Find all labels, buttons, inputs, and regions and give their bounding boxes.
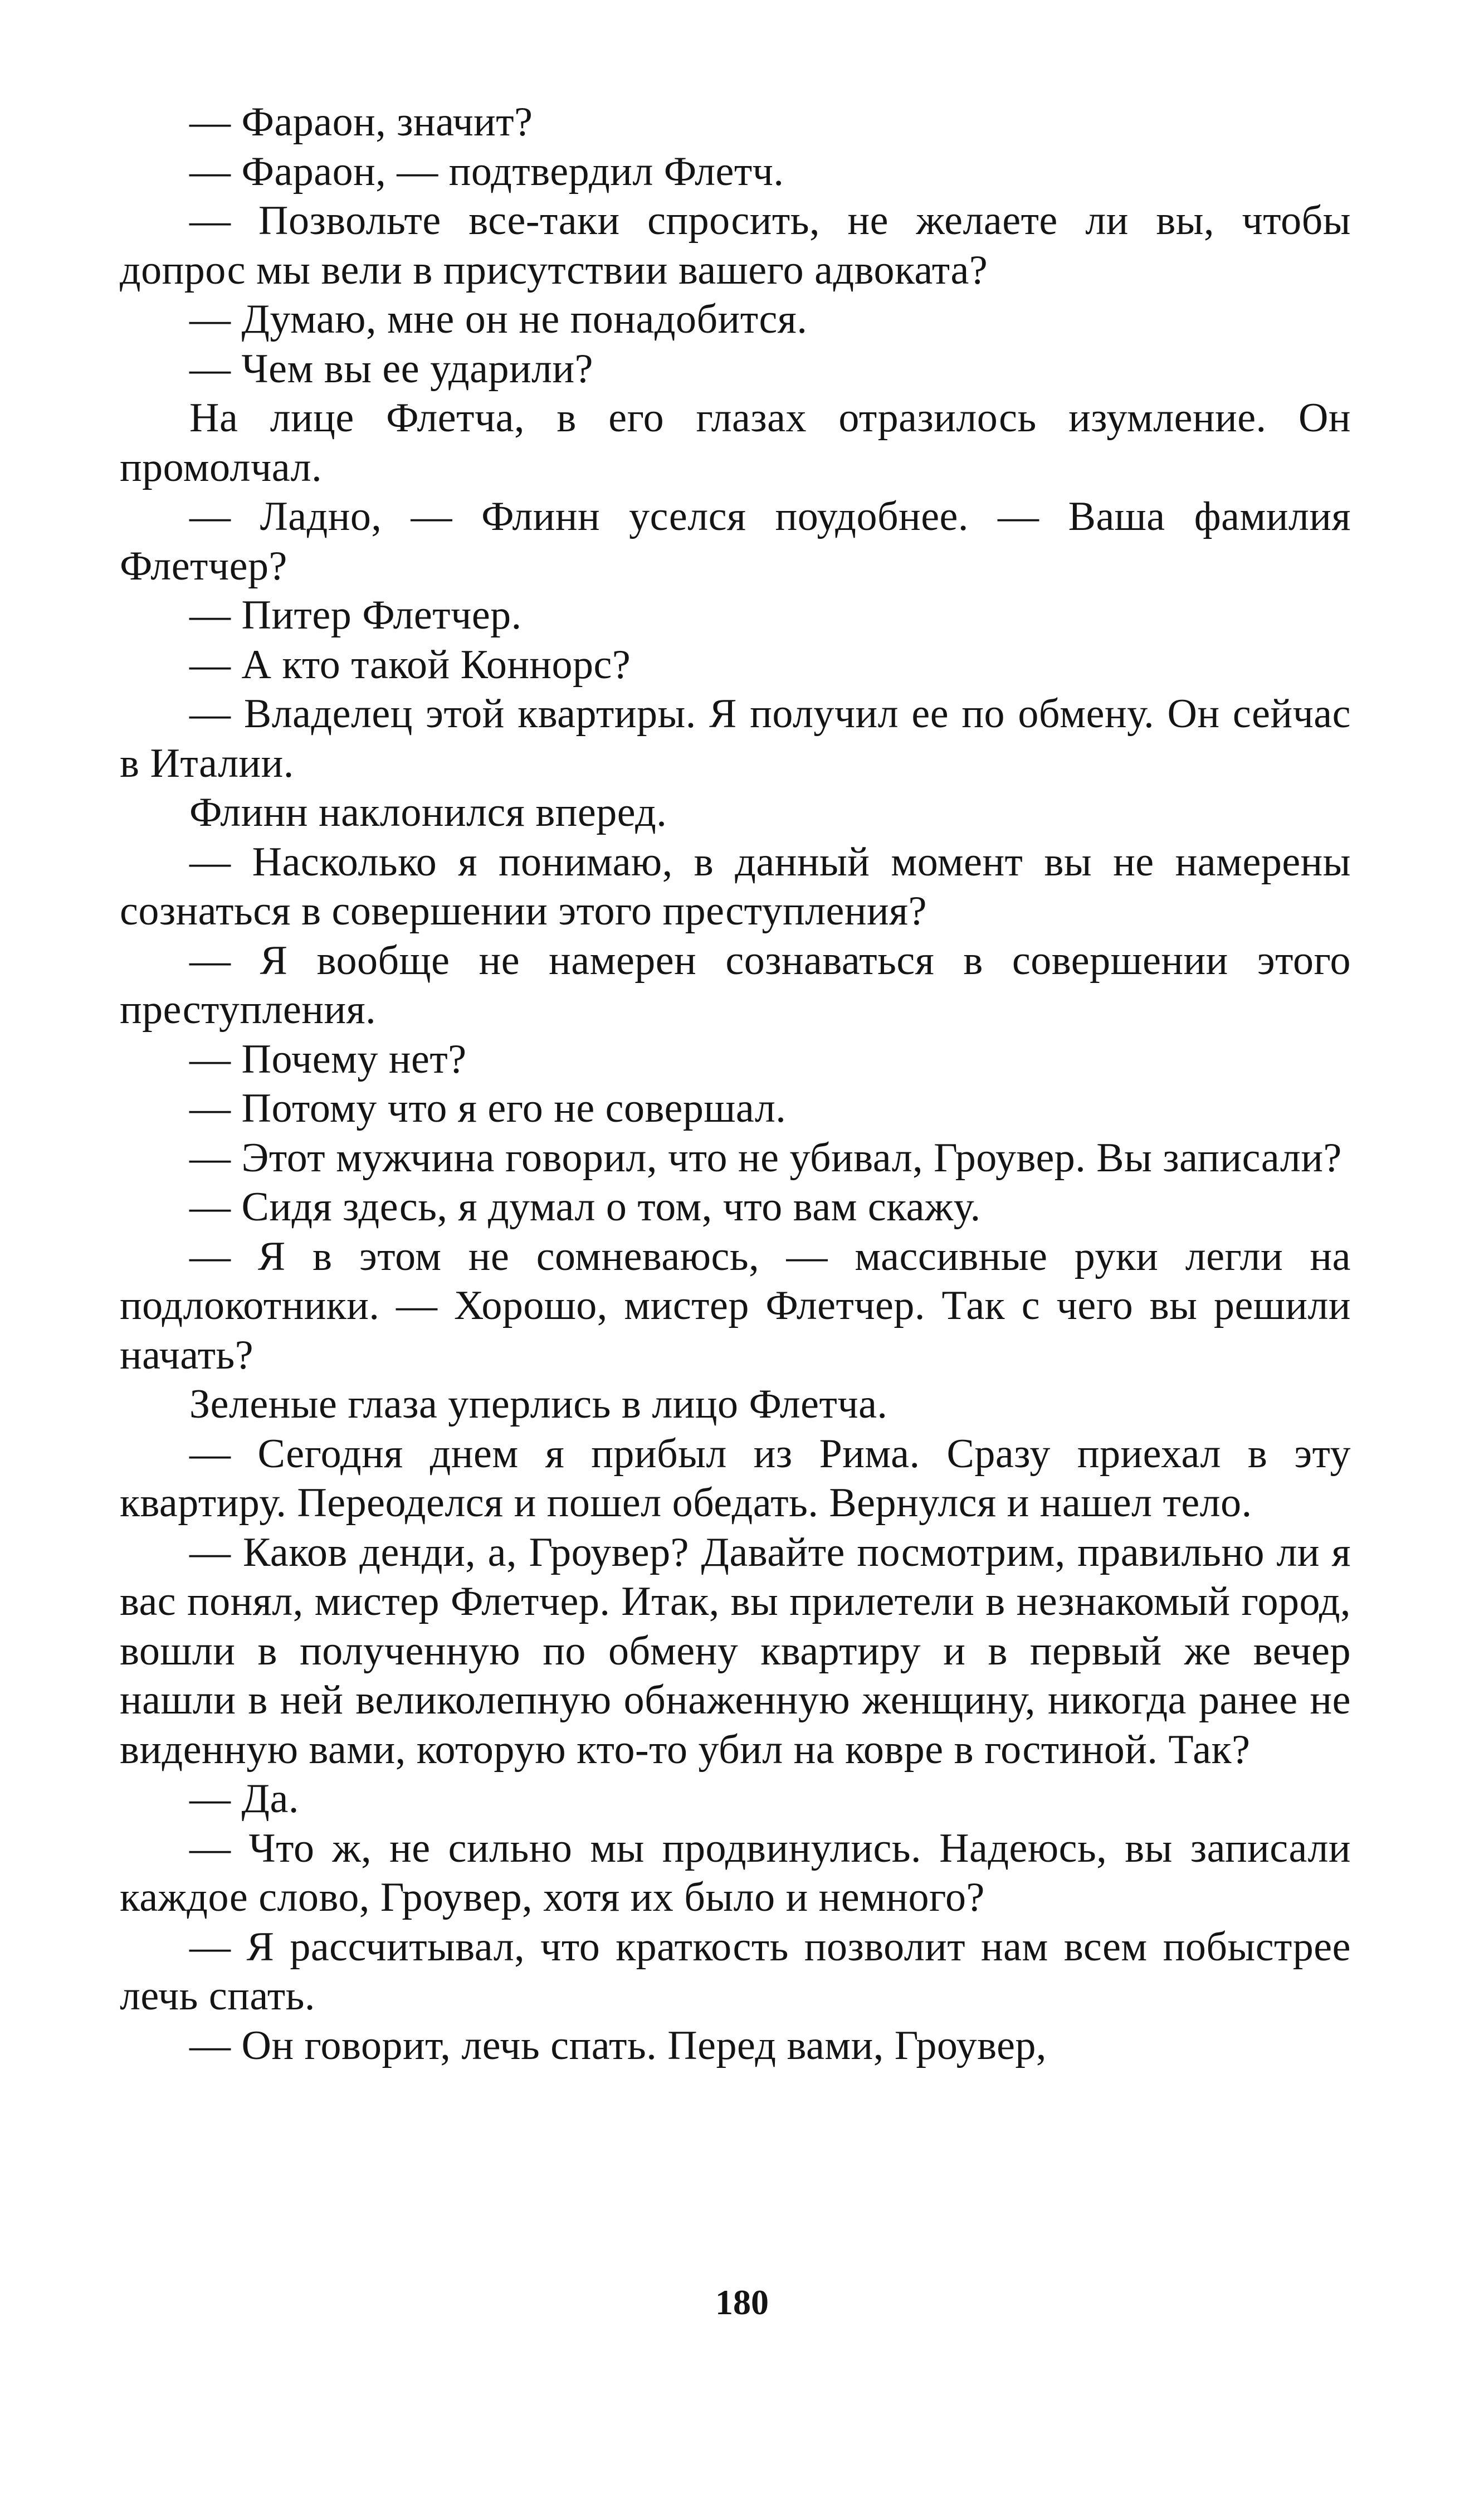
paragraph: — Насколько я понимаю, в данный момент вы не намерены сознаться в совершении этого преступления? [120, 839, 1351, 934]
paragraph: — Каков денди, а, Гроувер? Давайте посмотрим, правильно ли я вас понял, мистер Флетчер. Итак, вы прилетели в незнакомый город, вошли в полученную по обмену квартиру и в первый же вечер нашли в ней великолепную обнаженную женщину, никогда ранее не виденную вами, которую кто-то убил на ковре в гостиной. Так? [120, 1529, 1351, 1773]
paragraph: — Чем вы ее ударили? [189, 345, 593, 392]
paragraph: — Я в этом не сомневаюсь, — массивные руки легли на подлокотники. — Хорошо, мистер Флетчер. Так с чего вы решили начать? [120, 1233, 1351, 1378]
paragraph: — Я вообще не намерен сознаваться в совершении этого преступления. [120, 937, 1351, 1033]
paragraph: — Думаю, мне он не понадобится. [189, 296, 808, 342]
paragraph: — Сегодня днем я прибыл из Рима. Сразу приехал в эту квартиру. Переоделся и пошел обедать. Вернулся и нашел тело. [120, 1430, 1351, 1526]
paragraph: — Питер Флетчер. [189, 592, 522, 638]
paragraph: — Фараон, значит? [189, 99, 533, 145]
paragraph: — Да. [189, 1776, 299, 1822]
paragraph: — Что ж, не сильно мы продвинулись. Надеюсь, вы записали каждое слово, Гроувер, хотя их было и немного? [120, 1825, 1351, 1920]
paragraph: — Фараон, — подтвердил Флетч. [189, 148, 784, 194]
paragraph: На лице Флетча, в его глазах отразилось изумление. Он промолчал. [120, 395, 1351, 490]
paragraph: — Позвольте все-таки спросить, не желаете ли вы, чтобы допрос мы вели в присутствии вашего адвоката? [120, 198, 1351, 293]
paragraph: — Он говорит, лечь спать. Перед вами, Гроувер, [189, 2022, 1047, 2068]
paragraph: Флинн наклонился вперед. [189, 790, 667, 835]
paragraph: — Владелец этой квартиры. Я получил ее по обмену. Он сейчас в Италии. [120, 691, 1351, 786]
paragraph: — Ладно, — Флинн уселся поудобнее. — Ваша фамилия Флетчер? [120, 494, 1351, 589]
paragraph: — Сидя здесь, я думал о том, что вам скажу. [189, 1184, 981, 1230]
paragraph: — Потому что я его не совершал. [189, 1085, 787, 1131]
paragraph: — А кто такой Коннорс? [189, 641, 631, 688]
paragraph: Зеленые глаза уперлись в лицо Флетча. [189, 1381, 888, 1427]
paragraph: — Почему нет? [189, 1036, 467, 1082]
paragraph: — Этот мужчина говорил, что не убивал, Гроувер. Вы записали? [189, 1135, 1342, 1181]
paragraph: — Я рассчитывал, что краткость позволит нам всем побыстрее лечь спать. [120, 1924, 1351, 2019]
body-text [120, 98, 1351, 2070]
page-number: 180 [715, 2282, 769, 2322]
